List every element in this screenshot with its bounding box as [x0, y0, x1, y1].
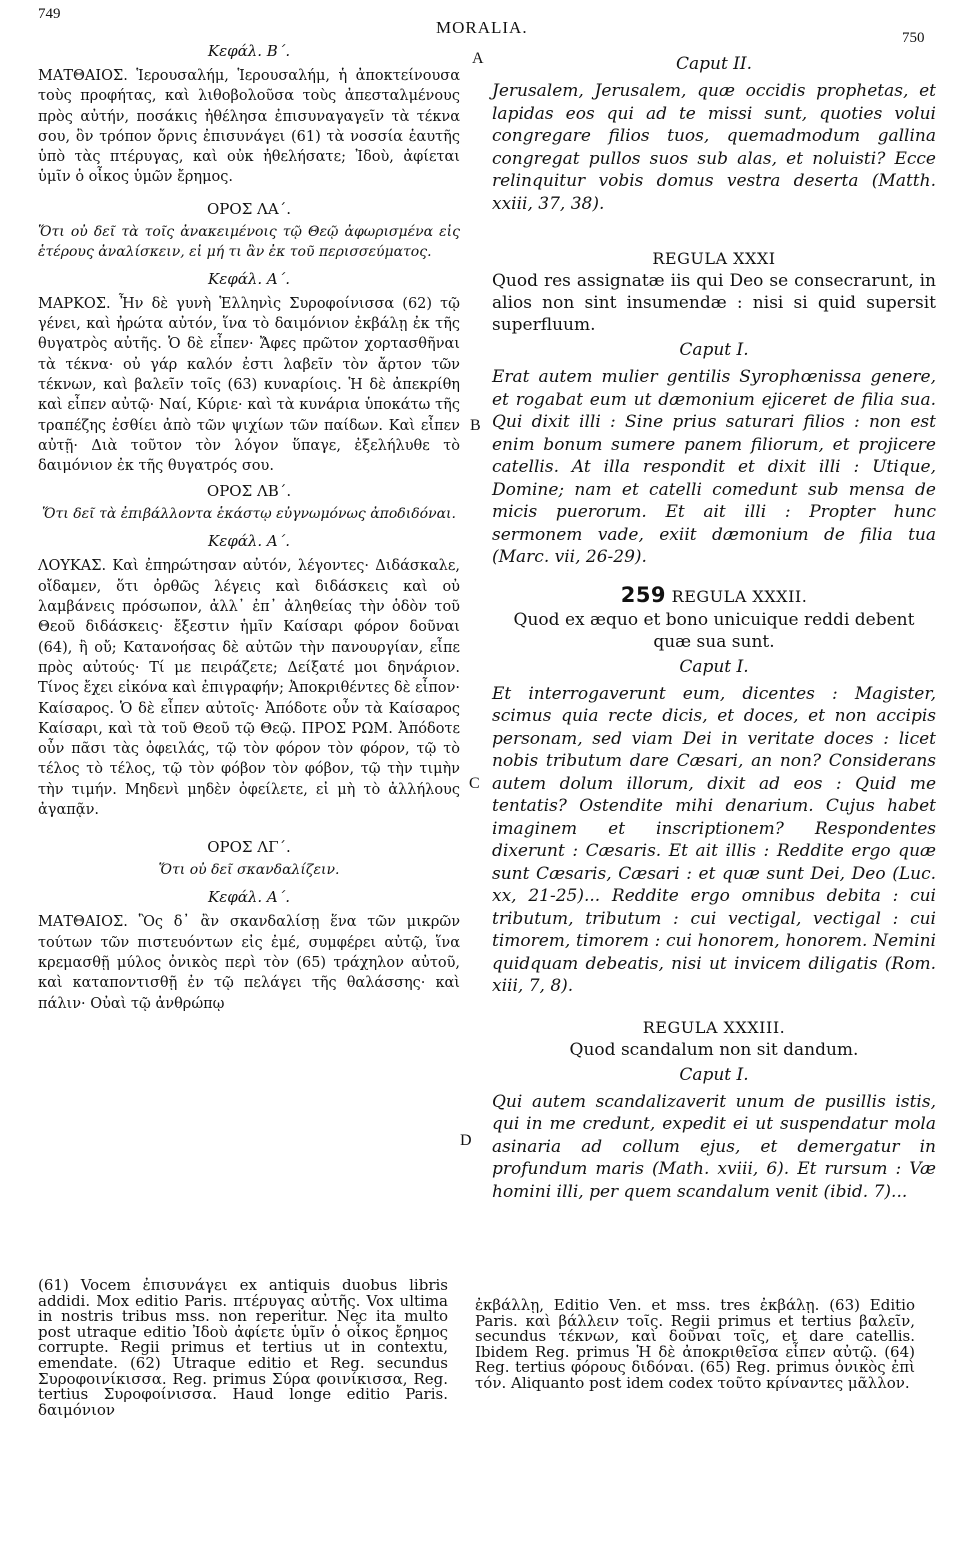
latin-caput: Caput I.	[679, 1064, 749, 1085]
margin-letter-d: D	[460, 1132, 472, 1149]
greek-column	[38, 42, 460, 1014]
running-title: MORALIA.	[436, 18, 528, 37]
latin-column	[492, 54, 936, 1203]
greek-caput: Κεφάλ. Α΄.	[207, 888, 291, 907]
oros-heading: ΟΡΟΣ ΛΓ΄.	[207, 838, 291, 857]
footnotes-left: (61) Vocem ἐπισυνάγει ex antiquis duobus libris addidi. Mox editio Paris. πτέρυγας αὐτῆς. Vox ultima in nostris tribus mss. non reperitur. Nec ita multo post utraque editio Ἰδοὺ ἀφίετε ὑμῖν ὁ οἶκος ἔρημος corrupte. Regii primus et tertius ut in contextu, emendate. (62) Utraque editio et Reg. secundus Συροφοινίκισσα. Reg. primus Σύρα φοινίκισσα, Reg. tertius Συροφοίνισσα. Haud longe editio Paris. δαιμόνιον	[38, 1276, 448, 1419]
oros-heading: ΟΡΟΣ ΛΒ΄.	[206, 482, 292, 501]
oros-heading: ΟΡΟΣ ΛΑ΄.	[207, 199, 291, 218]
latin-caput: Caput II.	[675, 54, 753, 74]
greek-paragraph: ΜΑΤΘΑΙΟΣ. Ὃς δ᾽ ἂν σκανδαλίσῃ ἕνα τῶν μικρῶν τούτων τῶν πιστευόντων εἰς ἐμέ, συμφέρει αὐτῷ, ἵνα κρεμασθῇ μύλος ὀνικὸς περὶ τὸν (65) τράχηλον αὐτοῦ, καὶ καταποντισθῇ ἐν τῷ πελάγει τῆς θαλάσσης· καὶ πάλιν· Οὐαὶ τῷ ἀνθρώπῳ	[38, 914, 461, 1012]
regula-heading: REGULA XXXI	[652, 249, 776, 268]
oros-subtitle: Ὅτι οὐ δεῖ τὰ τοῖς ἀνακειμένοις τῷ Θεῷ ἀφωρισμένα εἰς ἑτέρους ἀναλίσκειν, εἰ μή τι ἂν ἐκ τοῦ περισσεύματος.	[38, 223, 460, 260]
footnotes-right: ἐκβάλλῃ, Editio Ven. et mss. tres ἐκβάλῃ. (63) Editio Paris. καὶ βάλλειν τοῖς. Regii primus et tertius βαλεῖν, secundus τέκνων, καὶ δοῦναι τοῖς, et dare catellis. Ibidem Reg. primus Ἡ δὲ ἀποκριθεῖσα εἶπεν αὐτῷ. (64) Reg. tertius φόρους διδόναι. (65) Reg. primus ὀνικὸς ἐπὶ τόν. Aliquanto post idem codex τοῦτο κρίναντες μᾶλλον.	[475, 1296, 915, 1392]
greek-paragraph: ΛΟΥΚΑΣ. Καὶ ἐπηρώτησαν αὐτόν, λέγοντες· Διδάσκαλε, οἴδαμεν, ὅτι ὀρθῶς λέγεις καὶ διδάσκεις καὶ οὐ λαμβάνεις πρόσωπον, ἀλλ᾽ ἐπ᾽ ἀληθείας τὴν ὁδὸν τοῦ Θεοῦ διδάσκεις· ἔξεστιν ἡμῖν Καίσαρι φόρον δοῦναι (64), ἢ οὔ; Κατανοήσας δὲ αὐτῶν τὴν πανουργίαν, εἶπε πρὸς αὐτούς· Τί με πειράζετε; Δείξατέ μοι δηνάριον. Τίνος ἔχει εἰκόνα καὶ ἐπιγραφήν; Ἀποκριθέντες δὲ εἶπον· Καίσαρος. Ὁ δὲ εἶπεν αὐτοῖς· Ἀπόδοτε οὖν τὰ Καίσαρος Καίσαρι, καὶ τὰ τοῦ Θεοῦ τῷ Θεῷ. ΠΡΟΣ ΡΩΜ. Ἀπόδοτε οὖν πᾶσι τὰς ὀφειλάς, τῷ τὸν φόρον τὸν φόρον, τῷ τὸ τέλος τὸ τέλος, τῷ τὸν φόβον τὸν φόβον, τῷ τὴν τιμὴν τὴν τιμήν. Μηδενὶ μηδὲν ὀφείλετε, εἰ μὴ τὸ ἀλλήλους ἀγαπᾷν.	[38, 558, 461, 819]
greek-paragraph: ΜΑΡΚΟΣ. Ἦν δὲ γυνὴ Ἑλληνὶς Συροφοίνισσα (62) τῷ γένει, καὶ ἠρώτα αὐτόν, ἵνα τὸ δαιμόνιον ἐκβάλῃ ἐκ τῆς θυγατρὸς αὐτῆς. Ὁ δὲ εἶπεν· Ἄφες πρῶτον χορτασθῆναι τὰ τέκνα· οὐ γάρ καλόν ἐστι λαβεῖν τὸν ἄρτον τῶν τέκνων, καὶ βαλεῖν τοῖς (63) κυναρίοις. Ἡ δὲ ἀπεκρίθη καὶ εἶπεν αὐτῷ· Ναί, Κύριε· καὶ τὰ κυνάρια ὑποκάτω τῆς τραπέζης ἐσθίει ἀπὸ τῶν ψιχίων τῶν παίδων. Καὶ εἶπεν αὐτῇ· Διὰ τοῦτον τὸν λόγον ὕπαγε, ἐξελήλυθε τὸ δαιμόνιον ἐκ τῆς θυγατρός σου.	[38, 295, 460, 475]
latin-paragraph: Qui autem scandalizaverit unum de pusillis istis, qui in me credunt, expedit ei ut suspendatur mola asinaria ad collum ejus, et demergatur in profundum maris (Math. xviii, 6). Et rursum : Væ homini illi, per quem scandalum venit (ibid. 7)...	[492, 1091, 936, 1202]
greek-caput: Κεφάλ. Α΄.	[207, 269, 291, 288]
regula-description: Quod res assignatæ iis qui Deo se consecrarunt, in alios non sint insumendæ : nisi si quid supersit superfluum.	[492, 271, 936, 335]
latin-caput: Caput I.	[679, 656, 749, 677]
greek-caput: Κεφάλ. Α΄.	[207, 532, 291, 551]
margin-letter-b: B	[470, 417, 481, 434]
oros-subtitle: Ὅτι δεῖ τὰ ἐπιβάλλοντα ἑκάστῳ εὐγνωμόνως ἀποδιδόναι.	[42, 506, 456, 523]
oros-subtitle: Ὅτι οὐ δεῖ σκανδαλίζειν.	[158, 862, 340, 879]
regula-description: Quod scandalum non sit dandum.	[569, 1039, 859, 1060]
regula-heading: 259 REGULA XXXII.	[620, 582, 808, 607]
section-number: 259	[620, 582, 667, 607]
margin-letter-c: C	[469, 775, 480, 792]
page-number-left: 749	[38, 6, 61, 22]
margin-letter-a: A	[472, 50, 484, 67]
greek-paragraph: ΜΑΤΘΑΙΟΣ. Ἱερουσαλήμ, Ἱερουσαλήμ, ἡ ἀποκτείνουσα τοὺς προφήτας, καὶ λιθοβολοῦσα τοὺς ἀπεσταλμένους πρὸς αὐτήν, ποσάκις ἠθέλησα ἐπισυναγαγεῖν τὰ τέκνα σου, ὃν τρόπον ὄρνις ἐπισυνάγει (61) τὰ νοσσία ἑαυτῆς ὑπὸ τὰς πτέρυγας, καὶ οὐκ ἠθελήσατε; Ἰδοὺ, ἀφίεται ὑμῖν ὁ οἶκος ὑμῶν ἔρημος.	[38, 68, 460, 186]
greek-caput: Κεφάλ. Β΄.	[207, 42, 291, 60]
latin-paragraph: Et interrogaverunt eum, dicentes : Magister, scimus quia recte dicis, et doces, et non accipis personam, sed viam Dei in veritate doces : licet nobis tributum dare Cæsari, an non? Considerans autem dolum illorum, dixit ad eos : Quid me tentatis? Ostendite mihi denarium. Cujus habet imaginem et inscriptionem? Respondentes dixerunt : Cæsaris. Et ait illis : Reddite ergo quæ sunt Cæsaris, Cæsari : et quæ sunt Dei, Deo (Luc. xx, 21-25)... Reddite ergo omnibus debita : cui tributum, tributum : cui vectigal, vectigal : cui timorem, timorem : cui honorem, honorem. Nemini quidquam debeatis, nisi ut invicem diligatis (Rom. xiii, 7, 8).	[492, 683, 936, 996]
latin-paragraph: Erat autem mulier gentilis Syrophœnissa genere, et rogabat eum ut dæmonium ejiceret de filia sua. Qui dixit illi : Sine prius saturari filios : non est enim bonum sumere panem filiorum, et projicere catellis. At illa respondit et dixit illi : Utique, Domine; nam et catelli comedunt sub mensa de micis puerorum. Et ait illi : Propter hunc sermonem vade, exiit dæmonium de filia tua (Marc. vii, 26-29).	[492, 367, 936, 567]
regula-heading: REGULA XXXIII.	[642, 1017, 786, 1037]
regula-description: Quod ex æquo et bono unicuique reddi debent quæ sua sunt.	[513, 609, 915, 652]
page-number-right: 750	[902, 30, 925, 46]
latin-caput: Caput I.	[679, 340, 749, 360]
latin-paragraph: Jerusalem, Jerusalem, quæ occidis prophetas, et lapidas eos qui ad te missi sunt, quoties volui congregare filios tuos, quemadmodum gallina congregat pullos suos sub alas, et noluisti? Ecce relinquitur vobis domus vestra deserta (Matth. xxiii, 37, 38).	[492, 81, 936, 214]
